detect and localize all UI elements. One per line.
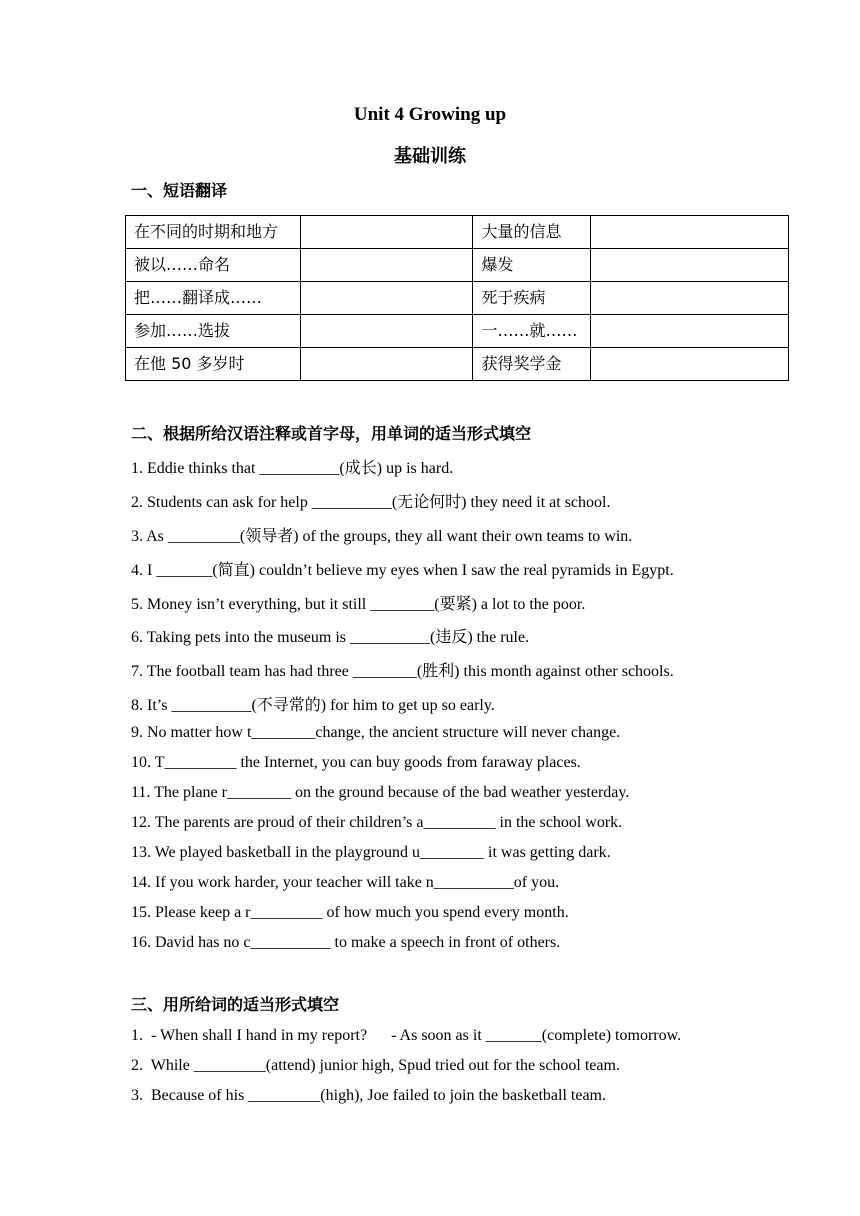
- phrase-cell: 被以……命名: [126, 249, 301, 282]
- phrase-cell: 在不同的时期和地方: [126, 216, 301, 249]
- exercise-item: 1. Eddie thinks that __________(成长) up is hard.: [131, 460, 454, 477]
- exercise-item: 1. - When shall I hand in my report? - As soon as it _______(complete) tomorrow.: [131, 1027, 682, 1044]
- section3-heading: 三、用所给词的适当形式填空: [131, 995, 340, 1014]
- exercise-item: 8. It’s __________(不寻常的) for him to get up so early.: [131, 697, 495, 714]
- section2-heading: 二、根据所给汉语注释或首字母，用单词的适当形式填空: [131, 424, 532, 443]
- exercise-item: 16. David has no c__________ to make a speech in front of others.: [131, 934, 561, 951]
- answer-cell[interactable]: [591, 348, 789, 381]
- section1-heading: 一、短语翻译: [131, 181, 228, 200]
- exercise-item: 11. The plane r________ on the ground because of the bad weather yesterday.: [131, 784, 630, 801]
- table-row: [126, 282, 789, 315]
- exercise-item: 2. While _________(attend) junior high, Spud tried out for the school team.: [131, 1057, 620, 1074]
- answer-cell[interactable]: [300, 249, 473, 282]
- phrase-cell: 在他 50 多岁时: [126, 348, 301, 381]
- phrase-cell: 把……翻译成……: [126, 282, 301, 315]
- table-row: [126, 249, 789, 282]
- exercise-item: 4. I _______(简直) couldn’t believe my eyes when I saw the real pyramids in Egypt.: [131, 562, 674, 579]
- phrase-cell: 参加……选拔: [126, 315, 301, 348]
- exercise-item: 13. We played basketball in the playground u________ it was getting dark.: [131, 844, 611, 861]
- exercise-item: 5. Money isn’t everything, but it still ________(要紧) a lot to the poor.: [131, 596, 586, 613]
- phrase-cell: 一……就……: [473, 315, 591, 348]
- phrase-cell: 爆发: [473, 249, 591, 282]
- exercise-item: 9. No matter how t________change, the ancient structure will never change.: [131, 724, 621, 741]
- table-row: [126, 216, 789, 249]
- exercise-item: 3. As _________(领导者) of the groups, they all want their own teams to win.: [131, 528, 633, 545]
- exercise-item: 2. Students can ask for help __________(无论何时) they need it at school.: [131, 494, 611, 511]
- answer-cell[interactable]: [300, 282, 473, 315]
- answer-cell[interactable]: [591, 249, 789, 282]
- page-subtitle: 基础训练: [394, 146, 466, 167]
- phrase-cell: 大量的信息: [473, 216, 591, 249]
- exercise-item: 3. Because of his _________(high), Joe failed to join the basketball team.: [131, 1087, 606, 1104]
- table-row: [126, 348, 789, 381]
- answer-cell[interactable]: [591, 282, 789, 315]
- phrase-cell: 死于疾病: [473, 282, 591, 315]
- table-row: [126, 315, 789, 348]
- exercise-item: 14. If you work harder, your teacher will take n__________of you.: [131, 874, 560, 891]
- answer-cell[interactable]: [300, 216, 473, 249]
- answer-cell[interactable]: [300, 315, 473, 348]
- answer-cell[interactable]: [591, 216, 789, 249]
- phrase-cell: 获得奖学金: [473, 348, 591, 381]
- exercise-item: 6. Taking pets into the museum is __________(违反) the rule.: [131, 629, 530, 646]
- exercise-item: 12. The parents are proud of their children’s a_________ in the school work.: [131, 814, 623, 831]
- answer-cell[interactable]: [591, 315, 789, 348]
- exercise-item: 15. Please keep a r_________ of how much you spend every month.: [131, 904, 569, 921]
- exercise-item: 7. The football team has had three ________(胜利) this month against other schools.: [131, 663, 674, 680]
- answer-cell[interactable]: [300, 348, 473, 381]
- exercise-item: 10. T_________ the Internet, you can buy goods from faraway places.: [131, 754, 581, 771]
- page-title: Unit 4 Growing up: [353, 104, 507, 125]
- phrase-translation-table: [125, 215, 789, 381]
